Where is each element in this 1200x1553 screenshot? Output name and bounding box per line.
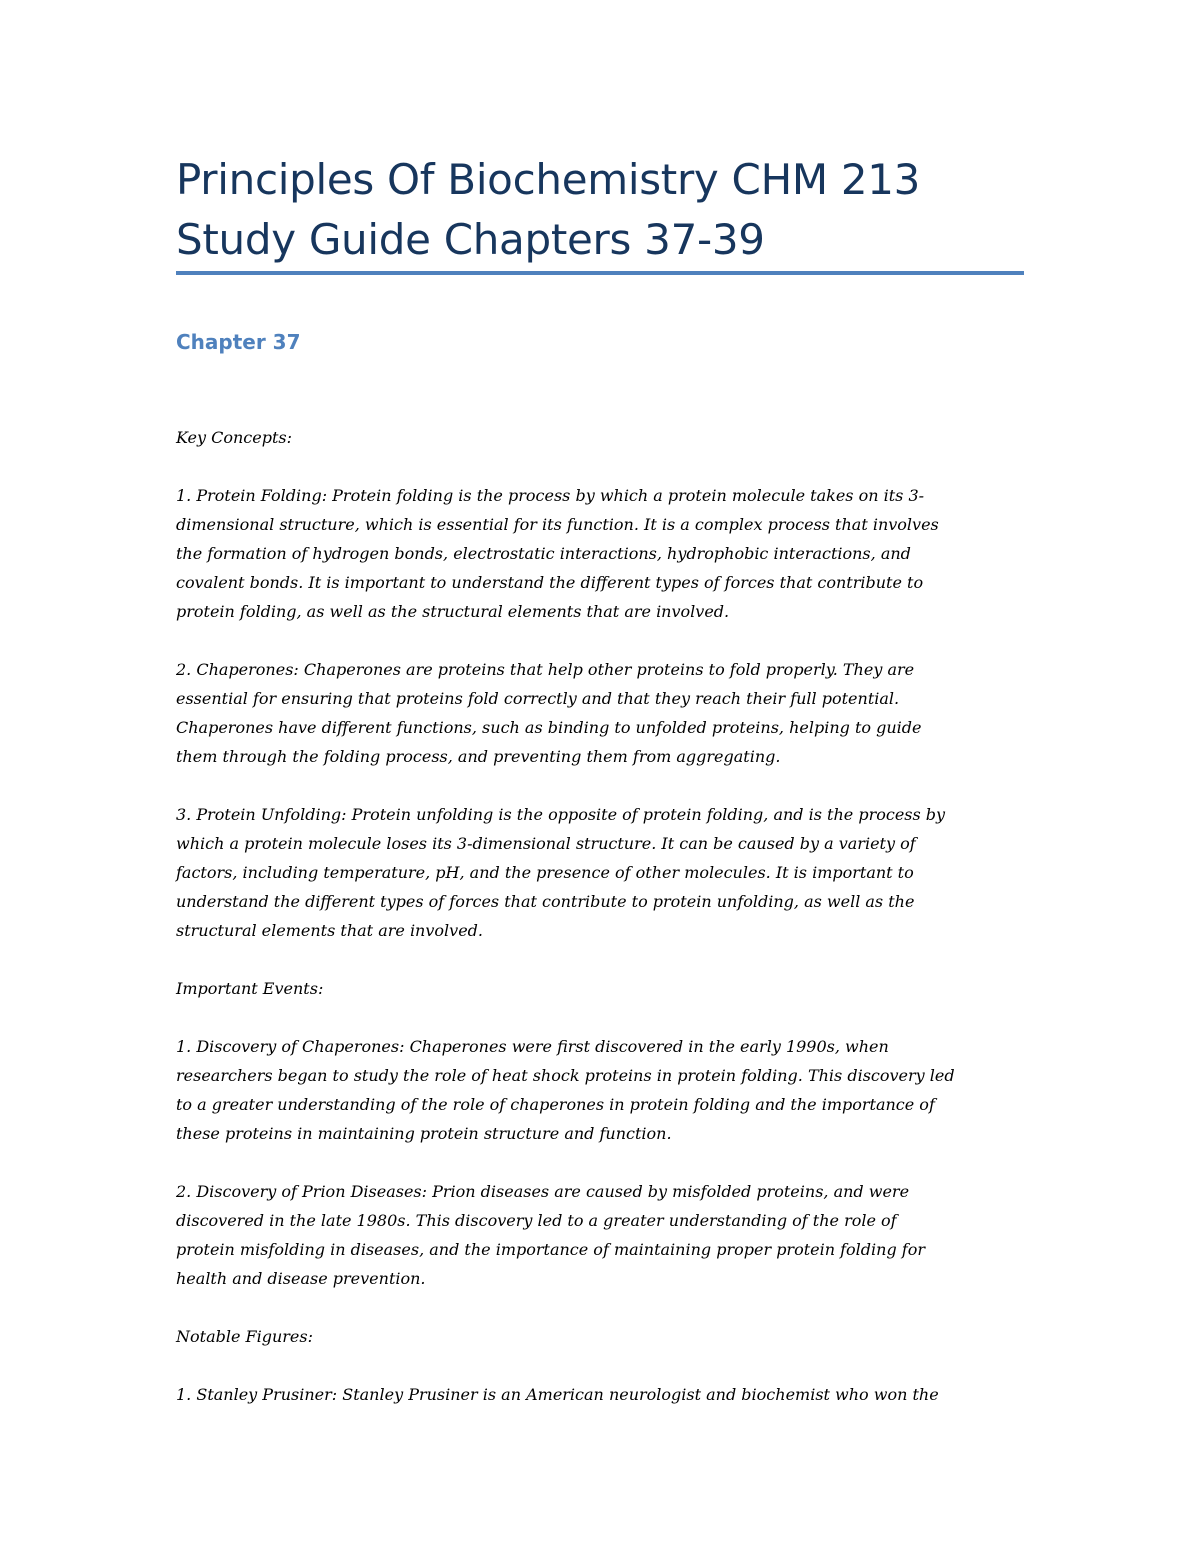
paragraph-line: 1. Protein Folding: Protein folding is the process by which a protein molecule takes on its 3- <box>176 486 925 505</box>
paragraph-line: which a protein molecule loses its 3-dimensional structure. It can be caused by a variety of <box>176 834 916 853</box>
paragraph-line: these proteins in maintaining protein structure and function. <box>176 1124 672 1143</box>
paragraph-line: 1. Discovery of Chaperones: Chaperones were first discovered in the early 1990s, when <box>176 1037 889 1056</box>
paragraph-line: protein folding, as well as the structural elements that are involved. <box>176 602 730 621</box>
body-text <box>176 423 1036 1409</box>
paragraph-line: 3. Protein Unfolding: Protein unfolding is the opposite of protein folding, and is the process by <box>176 805 946 824</box>
paragraph-line: to a greater understanding of the role of chaperones in protein folding and the importance of <box>176 1095 935 1114</box>
section-label-notable-figures: Notable Figures: <box>176 1327 313 1346</box>
paragraph-line: understand the different types of forces that contribute to protein unfolding, as well as the <box>176 892 915 911</box>
paragraph-line: 2. Chaperones: Chaperones are proteins that help other proteins to fold properly. They are <box>176 660 915 679</box>
paragraph-line: health and disease prevention. <box>176 1269 426 1288</box>
paragraph-line: factors, including temperature, pH, and the presence of other molecules. It is important to <box>176 863 914 882</box>
paragraph-line: discovered in the late 1980s. This discovery led to a greater understanding of the role of <box>176 1211 897 1230</box>
paragraph-line: covalent bonds. It is important to understand the different types of forces that contribute to <box>176 573 924 592</box>
title-underline <box>176 271 1024 275</box>
paragraph-line: Chaperones have different functions, such as binding to unfolded proteins, helping to guide <box>176 718 922 737</box>
paragraph-line: structural elements that are involved. <box>176 921 483 940</box>
paragraph-line: protein misfolding in diseases, and the importance of maintaining proper protein folding for <box>176 1240 925 1259</box>
paragraph-line: the formation of hydrogen bonds, electrostatic interactions, hydrophobic interactions, and <box>176 544 911 563</box>
section-label-key-concepts: Key Concepts: <box>176 428 292 447</box>
document-title <box>176 150 1024 270</box>
paragraph-line: dimensional structure, which is essential for its function. It is a complex process that involves <box>176 515 939 534</box>
paragraph-line: researchers began to study the role of heat shock proteins in protein folding. This discovery led <box>176 1066 955 1085</box>
title-line-2: Study Guide Chapters 37-39 <box>176 215 765 264</box>
section-label-important-events: Important Events: <box>176 979 324 998</box>
paragraph-line: 1. Stanley Prusiner: Stanley Prusiner is an American neurologist and biochemist who won the <box>176 1385 939 1404</box>
paragraph-line: 2. Discovery of Prion Diseases: Prion diseases are caused by misfolded proteins, and were <box>176 1182 910 1201</box>
chapter-heading: Chapter 37 <box>176 330 301 354</box>
title-line-1: Principles Of Biochemistry CHM 213 <box>176 155 921 204</box>
paragraph-line: them through the folding process, and preventing them from aggregating. <box>176 747 781 766</box>
paragraph-line: essential for ensuring that proteins fold correctly and that they reach their full potential. <box>176 689 900 708</box>
